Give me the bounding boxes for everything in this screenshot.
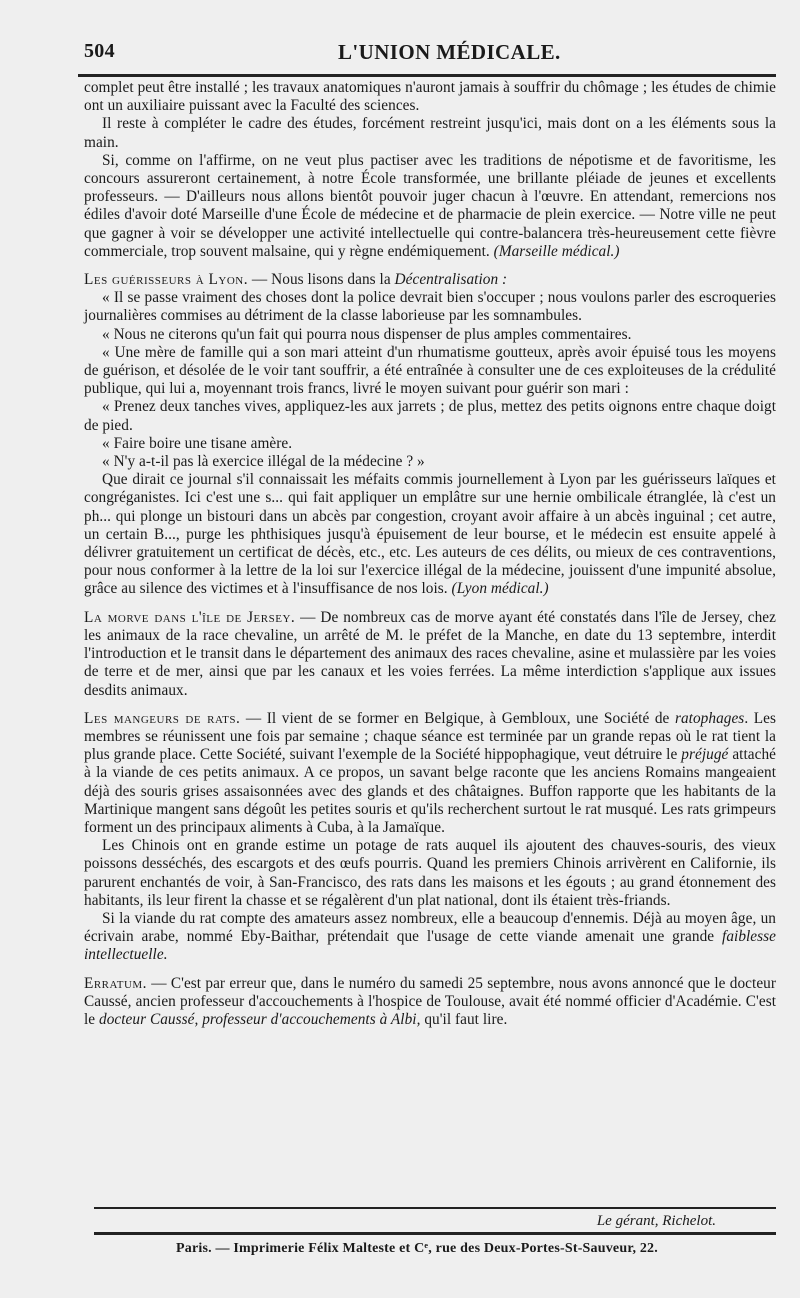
rats-paragraph-3-text: Si la viande du rat compte des amateurs assez nombreux, elle a beaucoup d'ennemis. Déjà au moyen âge, un écrivain arabe, nommé Eby-Baithar, prétendait que l'usage de cette viande amenait une grande [84,909,776,946]
journal-title: L'UNION MÉDICALE. [338,40,561,64]
lyon-section-heading [84,271,776,289]
signature-rule [94,1207,776,1209]
lyon-commentary [84,471,776,598]
lyon-source: (Lyon médical.) [451,580,549,598]
jersey-section-body: — De nombreux cas de morve ayant été constatés dans l'île de Jersey, chez les animaux de la race chevaline, un arrêté de M. le préfet de la Manche, en date du 13 septembre, interdit l'introduction et le transit dans le département des animaux des races chevaline, asine et mulassière par les voies de terre et de mer, ainsi que par les canaux et les voies ferrées. La même interdiction s'applique aux issues desdits animaux. [84,608,776,699]
lyon-commentary-text: Que dirait ce journal s'il connaissait les méfaits commis journellement à Lyon par les guérisseurs laïques et congréganistes. Ici c'est une s... qui fait appliquer un emplâtre sur une hernie ombilicale étranglée, là c'est un ph... qui plonge un bistouri dans un abcès par congestion, croyant avoir affaire à un abcès inguinal ; cet autre, un certain B..., purge les phthisiques jusqu'à épuisement de leur bourse, et le médecin est ensuite appelé à délivrer gratuitement un certificat de décès, etc., etc. Les auteurs de ces délits, ou mieux de ces contraventions, pour nous conformer à la lettre de la loi sur l'exercice illégal de la médecine, jouissent d'une impunité absolue, grâce au silence des victimes et à l'insuffisance de nos lois. [84,471,776,598]
erratum-italic: docteur Caussé, professeur d'accouchements à Albi, [99,1010,421,1028]
header-rule [78,74,776,77]
intro-paragraph-3-text: Si, comme on l'affirme, on ne veut plus pactiser avec les traditions de népotisme et de favoritisme, les concours assureront certainement, à notre École transformée, une brillante pléiade de jeunes et excellents professeurs. — D'ailleurs nous allons bientôt pouvoir juger chacun à l'œuvre. En attendant, remercions nos édiles d'avoir doté Marseille d'une École de médecine et de pharmacie de plein exercice. — Notre ville ne peut que gagner à voir se développer une activité intellectuelle qui contre-balancera très-heureusement cette fièvre commerciale, trop souvent malsaine, qui y règne endémiquement. [84,151,776,260]
intro-paragraph-3 [84,152,776,261]
rats-section-body-2: attaché à la viande de ces petits animaux. A ce propos, un savant belge raconte que les anciens Romains mangeaient déjà des souris grises assaisonnées avec des glands et des châtaignes. Buffon rapporte que les habitants de la Martinique mangent sans dégoût les petites souris et qu'ils recherchent surtout le rat musqué. Les rats grimpeurs forment un des principaux aliments à Cuba, à la Jamaïque. [84,746,777,836]
marseille-source: (Marseille médical.) [493,242,620,260]
erratum-tail: qu'il faut lire. [420,1010,508,1028]
printer-imprint: Paris. — Imprimerie Félix Malteste et Cᵉ, rue des Deux-Portes-St-Sauveur, 22. [176,1241,658,1256]
lyon-section-journal: Décentralisation : [394,271,508,289]
article-body [84,79,776,1029]
rats-paragraph-3 [84,910,776,965]
jersey-section-title: La morve dans l'île de Jersey. [84,608,296,626]
footer-rule [94,1232,776,1235]
lyon-quote-4: « Prenez deux tanches vives, appliquez-les aux jarrets ; de plus, mettez des petits oignons entre chaque doigt de pied. [84,398,776,434]
lyon-quote-1: « Il se passe vraiment des choses dont la police devrait bien s'occuper ; nous voulons parler des escroqueries journalières commises au détriment de la classe laborieuse par les somnambules. [84,289,776,325]
ratophages-term: ratophages [674,709,745,727]
rats-section-title: Les mangeurs de rats. [84,709,241,727]
lyon-section-title: Les guérisseurs à Lyon. [84,271,249,289]
rats-paragraph-3-italic: faiblesse intellectuelle. [84,928,776,964]
lyon-section-lead: — Nous lisons dans la [248,271,395,289]
rats-section [84,710,776,837]
page-header [78,36,776,76]
lyon-quote-2: « Nous ne citerons qu'un fait qui pourra nous dispenser de plus amples commentaires. [102,325,632,343]
lyon-quote-3: « Une mère de famille qui a son mari atteint d'un rhumatisme goutteux, après avoir épuisé tous les moyens de guérison, et désolée de le voir tant souffrir, a été entraînée à consulter une de ces exploiteuses de la crédulité publique, qui lui a, moyennant trois francs, livré le moyen suivant pour guérir son mari : [84,343,776,398]
lyon-quote-6: « N'y a-t-il pas là exercice illégal de la médecine ? » [102,453,425,471]
intro-paragraph-2: Il reste à compléter le cadre des études, forcément restreint jusqu'ici, mais dont on a les éléments sous la main. [84,115,776,151]
erratum-section [84,975,776,1030]
rats-paragraph-2: Les Chinois ont en grande estime un potage de rats auquel ils ajoutent des chauves-souris, des vieux poissons desséchés, des escargots et des œufs pourris. Quand les premiers Chinois arrivèrent en Californie, ils parurent enchantés de voir, à San-Francisco, des rats dans les maisons et les égouts ; au grand étonnement des habitants, ils leur firent la chasse et se régalèrent d'un plat national, dont ils étaient très-friands. [84,837,776,909]
erratum-title: Erratum. [84,974,148,992]
gerant-signature: Le gérant, Richelot. [596,1213,716,1229]
rats-section-lead: — Il vient de se former en Belgique, à Gembloux, une Société de [240,709,675,727]
lyon-quote-5: « Faire boire une tisane amère. [102,434,293,452]
intro-paragraph-1: complet peut être installé ; les travaux anatomiques n'auront jamais à souffrir du chômage ; les études de chimie ont un auxiliaire puissant avec la Faculté des sciences. [84,79,776,115]
prejuge-term: préjugé [681,746,729,764]
rats-section-body-1: . Les membres se réunissent une fois par semaine ; chaque séance est terminée par un grande repas où le rat tient la plus grande place. Cette Société, suivant l'exemple de la Société hippophagique, veut détruire le [84,709,776,764]
jersey-section [84,609,776,700]
erratum-body: — C'est par erreur que, dans le numéro du samedi 25 septembre, nous avons annoncé que le docteur Caussé, ancien professeur d'accouchements à l'hospice de Toulouse, avait été nommé officier d'Académie. C'est le [84,974,776,1028]
page-number: 504 [84,40,115,62]
